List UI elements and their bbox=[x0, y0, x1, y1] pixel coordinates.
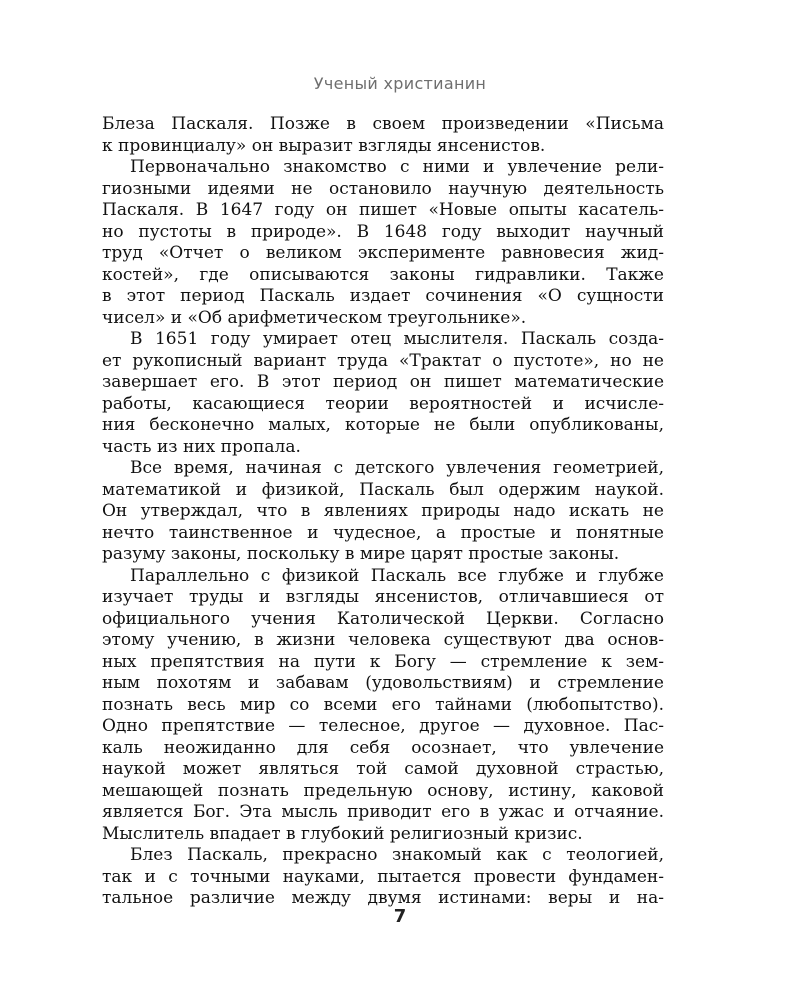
text-line: чисел» и «Об арифметическом треугольнике». bbox=[102, 307, 527, 328]
text-line: Он утверждал, что в явлениях природы надо искать не bbox=[102, 501, 664, 521]
text-line: Первоначально знакомство с ними и увлечение рели- bbox=[130, 157, 664, 177]
text-line: В 1651 году умирает отец мыслителя. Паскаль созда- bbox=[130, 329, 664, 349]
text-line: познать весь мир со всеми его тайнами (любопытство). bbox=[102, 694, 664, 715]
text-line: каль неожиданно для себя осознает, что увлечение bbox=[102, 737, 664, 758]
text-line: ния бесконечно малых, которые не были опубликованы, bbox=[102, 415, 664, 435]
text-line: труд «Отчет о великом эксперименте равновесия жид- bbox=[102, 243, 664, 263]
text-line: наукой может являться той самой духовной страстью, bbox=[102, 759, 664, 779]
text-line: завершает его. В этот период он пишет математические bbox=[102, 372, 664, 392]
text-line: изучает труды и взгляды янсенистов, отличавшиеся от bbox=[102, 587, 664, 607]
text-line: нечто таинственное и чудесное, а простые и понятные bbox=[102, 522, 664, 543]
text-line: Все время, начиная с детского увлечения геометрией, bbox=[130, 458, 664, 478]
text-line: часть из них пропала. bbox=[102, 436, 301, 457]
text-line: официального учения Католической Церкви. Согласно bbox=[102, 608, 664, 629]
text-line: Блеза Паскаля. Позже в своем произведении «Письма bbox=[102, 114, 664, 134]
text-line: костей», где описываются законы гидравлики. Также bbox=[102, 264, 664, 285]
text-line: так и с точными науками, пытается провести фундамен- bbox=[102, 866, 664, 887]
page-number: 7 bbox=[393, 906, 407, 927]
text-line: Паскаля. В 1647 году он пишет «Новые опыты касатель- bbox=[102, 200, 664, 220]
text-line: в этот период Паскаль издает сочинения «О сущности bbox=[102, 286, 664, 306]
text-line: ет рукописный вариант труда «Трактат о пустоте», но не bbox=[102, 350, 664, 371]
text-line: Параллельно с физикой Паскаль все глубже и глубже bbox=[130, 565, 664, 586]
text-line: гиозными идеями не остановило научную деятельность bbox=[102, 178, 664, 199]
text-line: Мыслитель впадает в глубокий религиозный кризис. bbox=[102, 823, 583, 844]
text-line: ным похотям и забавам (удовольствиям) и стремление bbox=[102, 673, 664, 693]
running-header-title: Ученый христианин bbox=[313, 74, 487, 93]
text-line: мешающей познать предельную основу, истину, каковой bbox=[102, 780, 664, 801]
text-line: но пустоты в природе». В 1648 году выходит научный bbox=[102, 221, 664, 242]
text-line: работы, касающиеся теории вероятностей и исчисле- bbox=[102, 393, 664, 414]
text-line: разуму законы, поскольку в мире царят простые законы. bbox=[102, 544, 620, 564]
text-line: Блез Паскаль, прекрасно знакомый как с теологией, bbox=[130, 845, 664, 865]
text-line: к провинциалу» он выразит взгляды янсенистов. bbox=[102, 135, 546, 156]
text-line: математикой и физикой, Паскаль был одержим наукой. bbox=[102, 479, 664, 500]
text-line: этому учению, в жизни человека существуют два основ- bbox=[102, 630, 664, 650]
body-text bbox=[102, 114, 664, 910]
text-line: является Бог. Эта мысль приводит его в ужас и отчаяние. bbox=[102, 802, 664, 822]
text-line: ных препятствия на пути к Богу — стремление к зем- bbox=[102, 651, 664, 672]
text-line: Одно препятствие — телесное, другое — духовное. Пас- bbox=[102, 716, 664, 736]
text-line: тальное различие между двумя истинами: веры и на- bbox=[102, 888, 664, 908]
